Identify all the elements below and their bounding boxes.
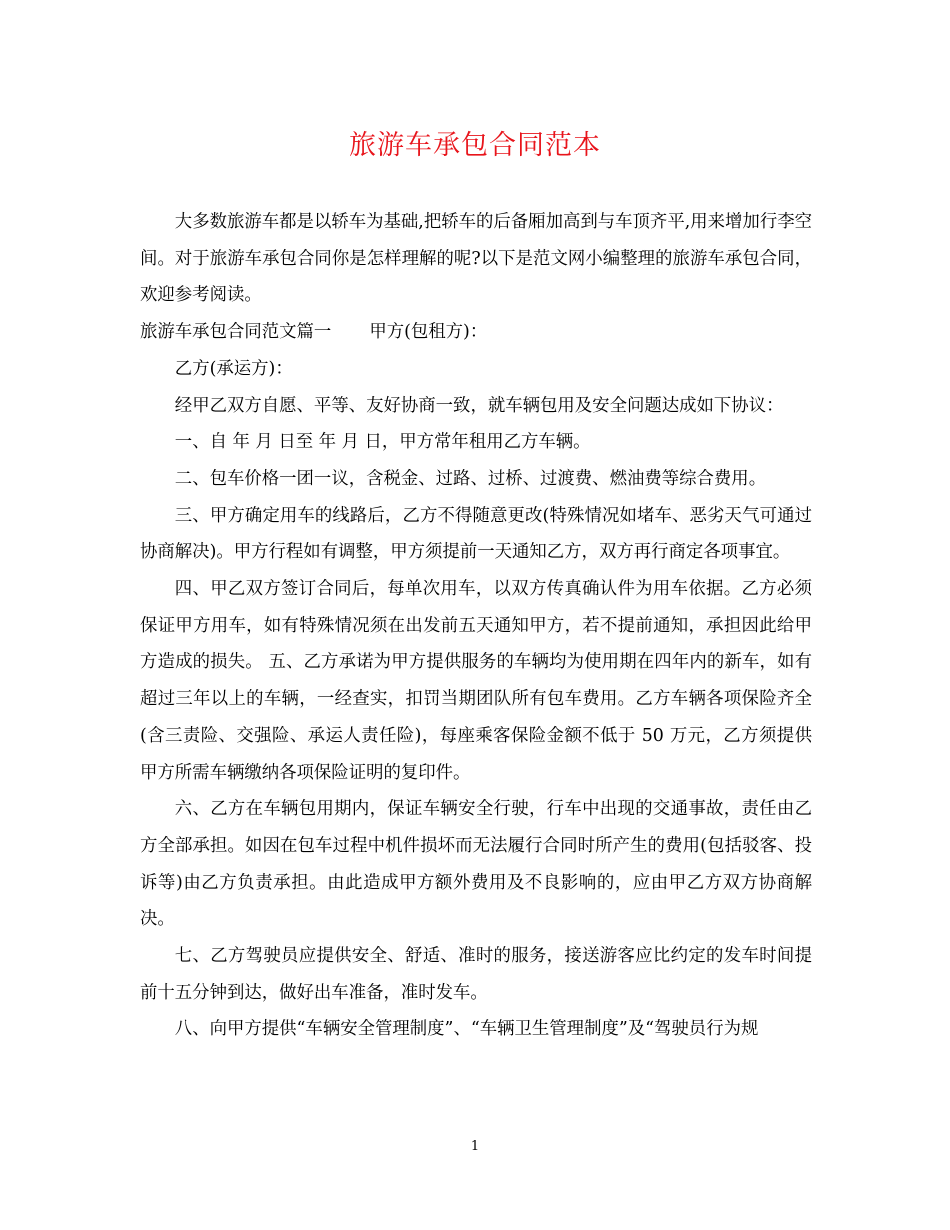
paragraph-agreement: 经甲乙双方自愿、平等、友好协商一致，就车辆包用及安全问题达成如下协议：	[174, 395, 784, 416]
clause-6: 六、乙方在车辆包用期内，保证车辆安全行驶，行车中出现的交通事故，责任由乙方全部承担。如因在包车过程中机件损坏而无法履行合同时所产生的费用(包括驳客、投诉等)由乙方负责承担。由此造成甲方额外费用及不良影响的，应由甲乙方双方协商解决。	[140, 799, 812, 930]
clause-1: 一、自 年 月 日至 年 月 日，甲方常年租用乙方车辆。	[174, 432, 591, 453]
clause-2: 二、包车价格一团一议，含税金、过路、过桥、过渡费、燃油费等综合费用。	[174, 468, 767, 489]
clause-8: 八、向甲方提供“车辆安全管理制度”、“车辆卫生管理制度”及“驾驶员行为规	[174, 1019, 759, 1040]
section-heading: 旅游车承包合同范文篇一	[140, 322, 332, 343]
clause-3: 三、甲方确定用车的线路后，乙方不得随意更改(特殊情况如堵车、恶劣天气可通过协商解决)。甲方行程如有调整，甲方须提前一天通知乙方，双方再行商定各项事宜。	[140, 505, 812, 563]
section-heading-line	[140, 314, 812, 351]
party-a-label: 甲方(包租方)：	[369, 322, 488, 343]
document-title: 旅游车承包合同范本	[349, 130, 601, 161]
paragraph-intro: 大多数旅游车都是以轿车为基础,把轿车的后备厢加高到与车顶齐平,用来增加行李空间。对于旅游车承包合同你是怎样理解的呢?以下是范文网小编整理的旅游车承包合同，欢迎参考阅读。	[140, 212, 812, 306]
clause-7: 七、乙方驾驶员应提供安全、舒适、准时的服务，接送游客应比约定的发车时间提前十五分钟到达，做好出车准备，准时发车。	[140, 946, 812, 1003]
document-body	[140, 204, 812, 1048]
page-number: 1	[470, 1139, 480, 1154]
clause-4-5: 四、甲乙双方签订合同后，每单次用车，以双方传真确认件为用车依据。乙方必须保证甲方用车，如有特殊情况须在出发前五天通知甲方，若不提前通知，承担因此给甲方造成的损失。 五、乙方承诺为甲方提供服务的车辆均为使用期在四年内的新车，如有超过三年以上的车辆，一经查实，扣罚当期团队所有包车费用。乙方车辆各项保险齐全(含三责险、交强险、承运人责任险)，每座乘客保险金额不低于 50 万元，乙方须提供甲方所需车辆缴纳各项保险证明的复印件。	[140, 579, 812, 783]
party-b-label: 乙方(承运方)：	[174, 358, 293, 379]
